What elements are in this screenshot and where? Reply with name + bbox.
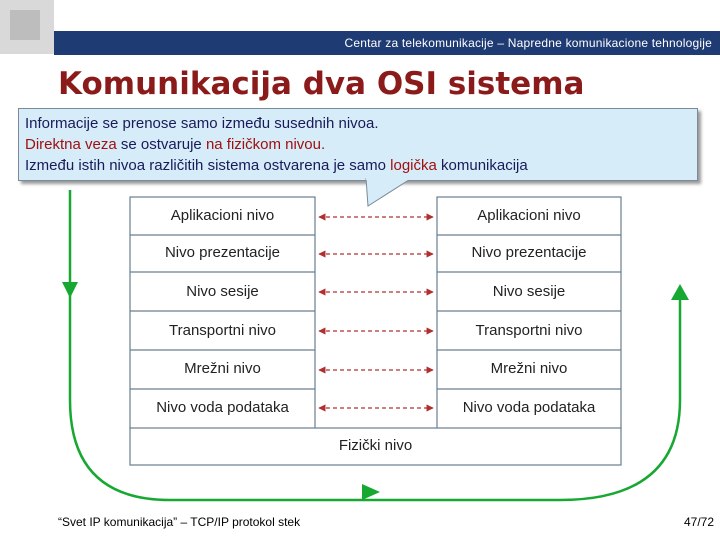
right-arrow-icon (362, 484, 380, 500)
header-text: Centar za telekomunikacije – Napredne komunikacione tehnologije (344, 36, 712, 50)
callout-pointer (360, 178, 420, 210)
callout-line-3 (25, 157, 528, 174)
callout-text: se ostvaruje (116, 136, 206, 153)
left-layer-session: Nivo sesije (186, 283, 259, 300)
logical-links (319, 217, 433, 408)
callout-text: Između istih nivoa različitih sistema ostvarena je samo (25, 157, 391, 174)
callout-logical: logička (390, 157, 437, 174)
left-layer-presentation: Nivo prezentacije (164, 244, 281, 261)
physical-layer-label: Fizički nivo (338, 437, 413, 454)
right-layer-transport: Transportni nivo (475, 322, 583, 339)
info-callout (18, 108, 698, 181)
left-stack-frame (130, 197, 315, 429)
left-layer-network: Mrežni nivo (184, 360, 261, 377)
right-layer-application: Aplikacioni nivo (477, 207, 581, 224)
up-arrow-icon (671, 284, 689, 300)
callout-line-1: Informacije se prenose samo između susednih nivoa. (25, 115, 379, 132)
slide-title: Komunikacija dva OSI sistema (58, 66, 585, 102)
callout-line-2 (25, 136, 325, 153)
left-layer-application: Aplikacioni nivo (170, 207, 275, 224)
callout-physical-level: na fizičkom nivou. (205, 136, 326, 153)
right-layer-data-link: Nivo voda podataka (462, 399, 596, 416)
callout-text: komunikacija (436, 157, 528, 174)
right-layer-network: Mrežni nivo (490, 360, 568, 377)
page-number: 47/72 (683, 515, 714, 529)
left-layer-transport: Transportni nivo (169, 322, 276, 339)
left-layer-data-link: Nivo voda podataka (156, 399, 289, 416)
right-stack-frame (437, 197, 621, 429)
right-layer-session: Nivo sesije (492, 283, 566, 300)
right-layer-presentation: Nivo prezentacije (471, 244, 587, 261)
down-arrow-icon (62, 282, 78, 298)
footer-source: “Svet IP komunikacija” – TCP/IP protokol stek (58, 515, 301, 529)
callout-direct-link: Direktna veza (25, 136, 117, 153)
